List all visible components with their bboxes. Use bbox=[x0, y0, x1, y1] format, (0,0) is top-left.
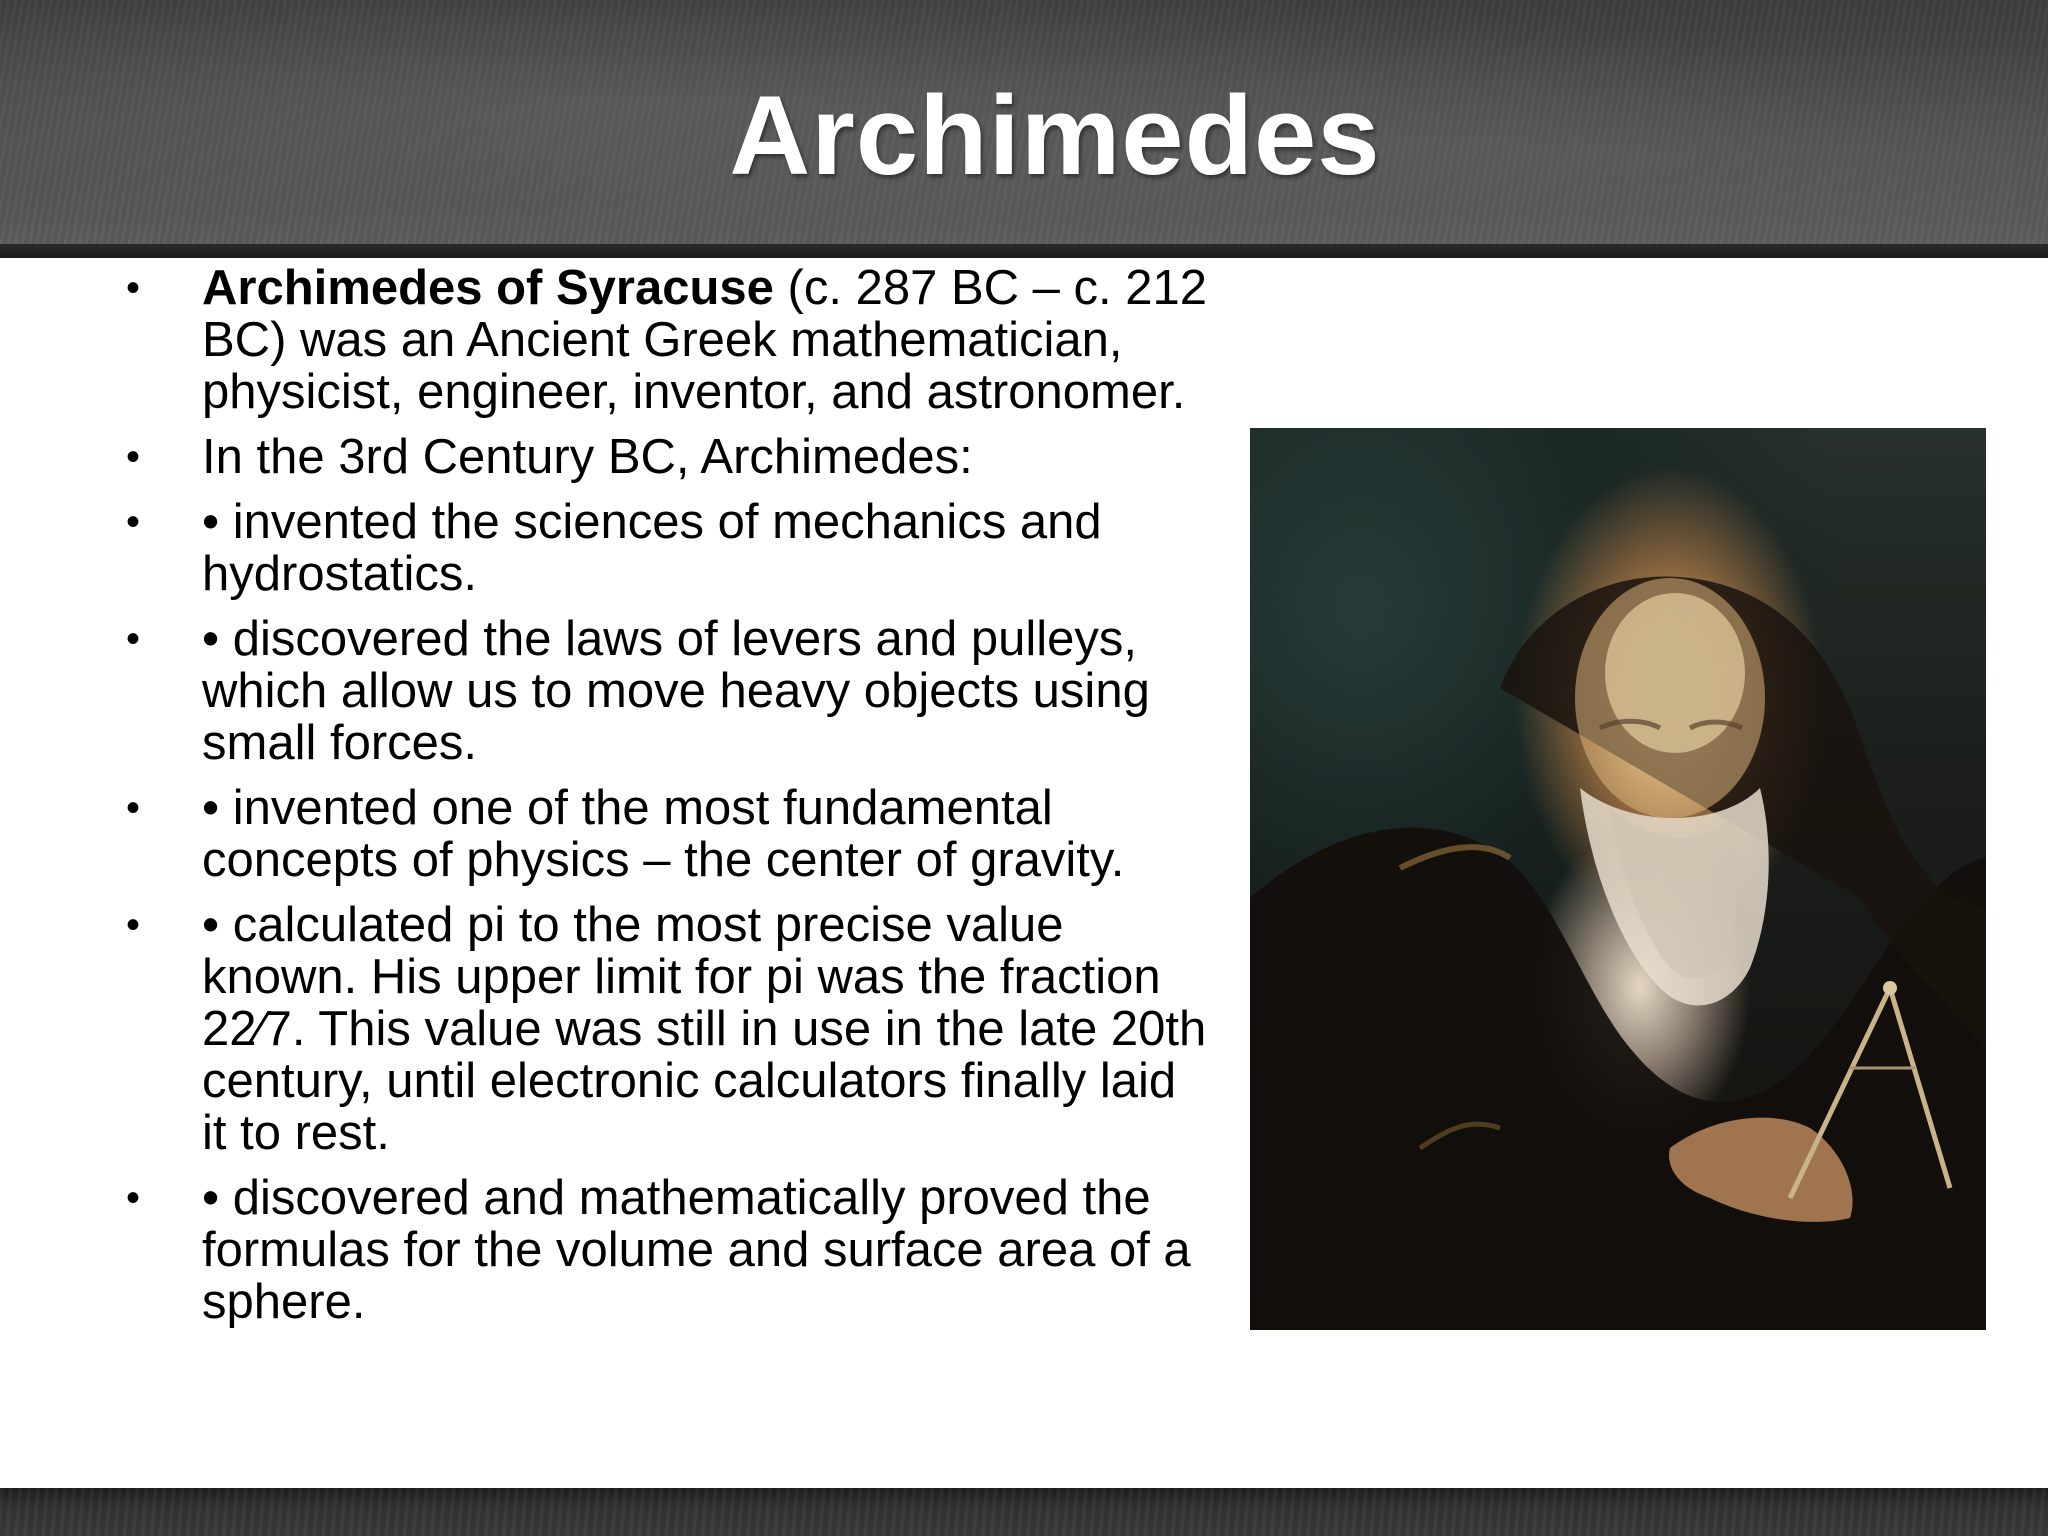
bullet-item bbox=[122, 1172, 1212, 1328]
archimedes-portrait bbox=[1250, 428, 1986, 1330]
bullet-text: • discovered the laws of levers and pulleys, which allow us to move heavy objects using small forces. bbox=[202, 612, 1150, 770]
bullet-text: (c. 287 BC – c. 212 BC) was an Ancient Greek mathematician, physicist, engineer, inventor, and astronomer. bbox=[202, 261, 1207, 419]
bullet-text: In the 3rd Century BC, Archimedes: bbox=[202, 430, 973, 484]
bullet-text: • invented one of the most fundamental concepts of physics – the center of gravity. bbox=[202, 781, 1125, 887]
bullet-list bbox=[122, 262, 1212, 1341]
bullet-item bbox=[122, 431, 1212, 483]
bullet-text: • calculated pi to the most precise value known. His upper limit for pi was the fraction 22⁄7. This value was still in use in the late 20th century, until electronic calculators finally laid it to rest. bbox=[202, 898, 1207, 1160]
bullet-item bbox=[122, 613, 1212, 769]
bullet-lead: Archimedes of Syracuse bbox=[202, 261, 774, 315]
title-banner bbox=[0, 0, 2048, 258]
portrait-illustration bbox=[1250, 428, 1986, 1330]
footer-bar bbox=[0, 1488, 2048, 1536]
bullet-item bbox=[122, 262, 1212, 418]
bullet-item bbox=[122, 782, 1212, 886]
bullet-item bbox=[122, 899, 1212, 1159]
bullet-item bbox=[122, 496, 1212, 600]
slide-title: Archimedes bbox=[729, 73, 1381, 198]
bullet-text: • discovered and mathematically proved the formulas for the volume and surface area of a sphere. bbox=[202, 1171, 1191, 1329]
bullet-text: • invented the sciences of mechanics and hydrostatics. bbox=[202, 495, 1102, 601]
